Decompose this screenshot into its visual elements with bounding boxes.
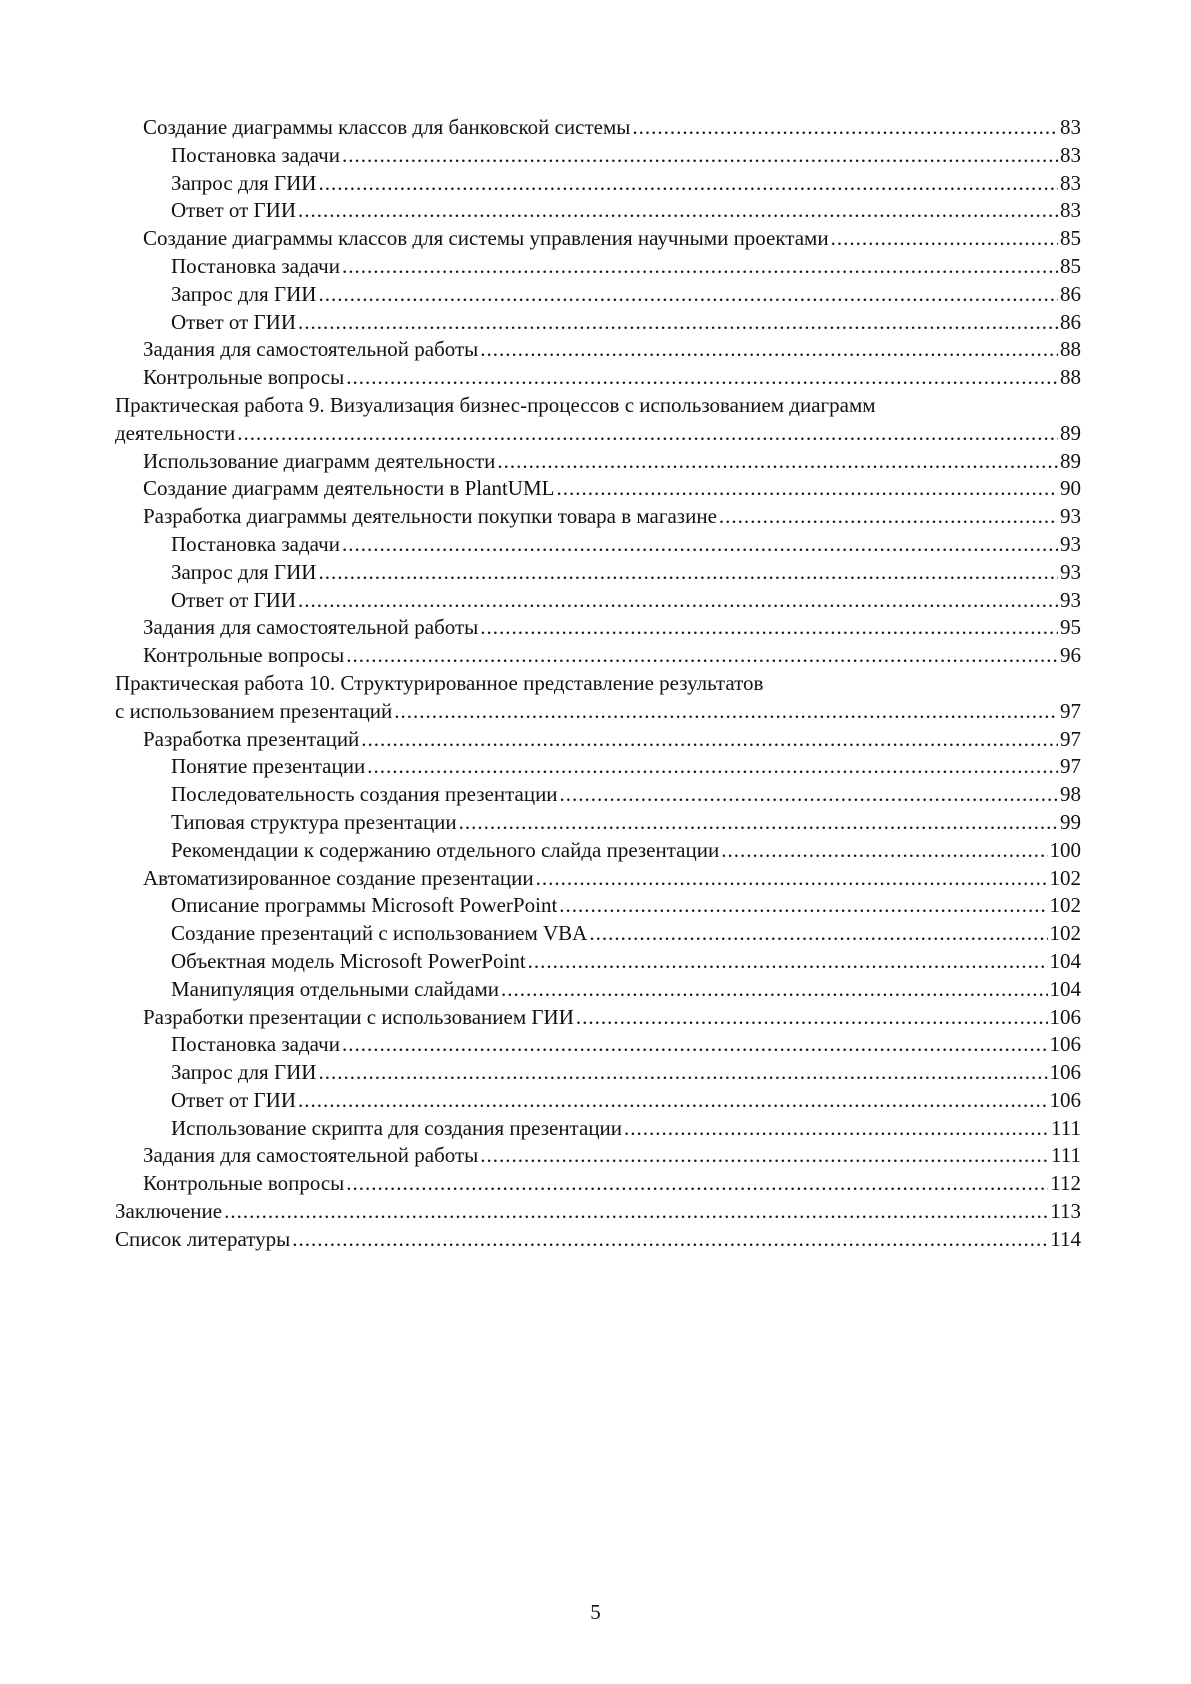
dot-leader	[624, 1115, 1049, 1143]
toc-entry-row	[171, 753, 1081, 781]
toc-entry-row	[171, 1115, 1081, 1143]
toc-entry-title: Автоматизированное создание презентации	[143, 865, 534, 890]
toc-entry-row	[143, 448, 1081, 476]
toc-entry	[115, 920, 1081, 948]
toc-entry	[115, 726, 1081, 754]
toc-entry	[115, 448, 1081, 476]
toc-entry-title: Запрос для ГИИ	[171, 281, 317, 306]
toc-entry	[115, 225, 1081, 253]
toc-entry-title: Контрольные вопросы	[143, 643, 345, 668]
toc-entry-title: Запрос для ГИИ	[171, 170, 317, 195]
toc-entry-row	[171, 1059, 1081, 1087]
dot-leader	[346, 1170, 1048, 1198]
toc-entry	[115, 1059, 1081, 1087]
dot-leader	[318, 1059, 1047, 1087]
toc-entry-row	[171, 837, 1081, 865]
toc-entry-title: Задания для самостоятельной работы	[143, 615, 479, 640]
toc-entry-row	[171, 142, 1081, 170]
dot-leader	[560, 781, 1058, 809]
dot-leader	[556, 475, 1058, 503]
toc-entry	[115, 642, 1081, 670]
toc-entry-row	[115, 1226, 1081, 1254]
toc-entry	[115, 170, 1081, 198]
toc-entry-row	[143, 1170, 1081, 1198]
toc-entry-page: 104	[1049, 948, 1081, 973]
toc-entry-title: Создание презентаций с использованием VBA	[171, 921, 588, 946]
toc-entry	[115, 948, 1081, 976]
dot-leader	[318, 281, 1058, 309]
toc-entry-page: 111	[1051, 1143, 1081, 1168]
toc-entry-title: Создание диаграммы классов для системы управления научными проектами	[143, 226, 829, 251]
toc-entry	[115, 670, 1081, 726]
toc-entry	[115, 392, 1081, 448]
toc-entry-row	[143, 1142, 1081, 1170]
toc-entry-title: Постановка задачи	[171, 142, 340, 167]
toc-entry-title: Описание программы Microsoft PowerPoint	[171, 893, 558, 918]
dot-leader	[342, 253, 1058, 281]
toc-entry-title: с использованием презентаций	[115, 698, 393, 723]
page-number: 5	[590, 1600, 601, 1624]
dot-leader	[528, 948, 1048, 976]
dot-leader	[501, 976, 1047, 1004]
toc-entry-page: 89	[1060, 448, 1081, 473]
toc-entry-title: Запрос для ГИИ	[171, 1060, 317, 1085]
dot-leader	[298, 197, 1058, 225]
toc-entry-row	[171, 281, 1081, 309]
toc-entry-page: 113	[1050, 1199, 1081, 1224]
dot-leader	[342, 142, 1058, 170]
toc-entry-row	[171, 531, 1081, 559]
dot-leader	[346, 364, 1058, 392]
dot-leader	[394, 698, 1058, 726]
toc-entry-page: 102	[1049, 865, 1081, 890]
toc-entry	[115, 114, 1081, 142]
toc-entry-title: Список литературы	[115, 1226, 291, 1251]
toc-entry-page: 88	[1060, 365, 1081, 390]
toc-entry-title: Задания для самостоятельной работы	[143, 337, 479, 362]
toc-entry-page: 93	[1060, 504, 1081, 529]
toc-entry-title: Задания для самостоятельной работы	[143, 1143, 479, 1168]
toc-entry-title: Постановка задачи	[171, 1032, 340, 1057]
toc-entry-title: Ответ от ГИИ	[171, 587, 297, 612]
toc-entry-page: 83	[1060, 115, 1081, 139]
toc-entry-title: Объектная модель Microsoft PowerPoint	[171, 948, 526, 973]
toc-entry	[115, 1198, 1081, 1226]
toc-entry	[115, 253, 1081, 281]
toc-entry	[115, 559, 1081, 587]
dot-leader	[459, 809, 1058, 837]
toc-entry	[115, 531, 1081, 559]
dot-leader	[536, 865, 1048, 893]
toc-entry	[115, 1115, 1081, 1143]
dot-leader	[237, 420, 1058, 448]
toc-entry-row	[143, 364, 1081, 392]
toc-entry-title: Разработка диаграммы деятельности покупки товара в магазине	[143, 504, 717, 529]
dot-leader	[497, 448, 1058, 476]
toc-entry-page: 93	[1060, 531, 1081, 556]
toc-entry	[115, 892, 1081, 920]
toc-entry-page: 83	[1060, 198, 1081, 223]
toc-entry-row	[115, 1198, 1081, 1226]
dot-leader	[721, 837, 1047, 865]
dot-leader	[292, 1226, 1048, 1254]
toc-entry-page: 106	[1049, 1004, 1081, 1029]
dot-leader	[632, 114, 1058, 142]
toc-entry-title: Запрос для ГИИ	[171, 559, 317, 584]
toc-entry-row	[171, 892, 1081, 920]
toc-entry-row	[171, 1087, 1081, 1115]
toc-entry	[115, 197, 1081, 225]
dot-leader	[318, 170, 1058, 198]
toc-entry-row	[143, 475, 1081, 503]
toc-entry	[115, 865, 1081, 893]
dot-leader	[342, 1031, 1048, 1059]
toc-entry-page: 88	[1060, 337, 1081, 362]
toc-entry-row	[171, 948, 1081, 976]
toc-entry-title: Использование диаграмм деятельности	[143, 448, 496, 473]
toc-entry-title: Контрольные вопросы	[143, 365, 345, 390]
toc-entry-row	[115, 698, 1081, 726]
dot-leader	[298, 1087, 1047, 1115]
toc-entry-page: 95	[1060, 615, 1081, 640]
toc-entry-title: Манипуляция отдельными слайдами	[171, 976, 500, 1001]
toc-entry-row	[171, 587, 1081, 615]
toc-entry-row	[171, 976, 1081, 1004]
toc-entry-title: Разработка презентаций	[143, 726, 360, 751]
toc-entry-page: 98	[1060, 782, 1081, 807]
toc-entry	[115, 587, 1081, 615]
dot-leader	[480, 336, 1058, 364]
toc-entry-row	[171, 170, 1081, 198]
dot-leader	[559, 892, 1047, 920]
toc-entry-page: 106	[1049, 1060, 1081, 1085]
toc-entry-page: 112	[1050, 1171, 1081, 1196]
toc-entry-row	[171, 920, 1081, 948]
toc-entry-row	[171, 781, 1081, 809]
toc-entry-page: 86	[1060, 281, 1081, 306]
toc-entry-row	[143, 225, 1081, 253]
toc-entry-page: 83	[1060, 170, 1081, 195]
toc-entry-title: Типовая структура презентации	[171, 809, 457, 834]
toc-entry	[115, 475, 1081, 503]
toc-entry-page: 93	[1060, 587, 1081, 612]
dot-leader	[361, 726, 1058, 754]
toc-entry-row	[171, 309, 1081, 337]
toc-entry-page: 86	[1060, 309, 1081, 334]
toc-entry-title: деятельности	[115, 420, 236, 445]
toc-entry-page: 111	[1051, 1115, 1081, 1140]
toc-entry-row	[143, 1004, 1081, 1032]
toc-entry	[115, 976, 1081, 1004]
toc-entry-row	[171, 197, 1081, 225]
toc-entry-page: 106	[1049, 1032, 1081, 1057]
dot-leader	[367, 753, 1058, 781]
dot-leader	[318, 559, 1058, 587]
toc-entry-row	[143, 865, 1081, 893]
toc-entry-page: 99	[1060, 809, 1081, 834]
dot-leader	[342, 531, 1058, 559]
toc-entry-row	[143, 614, 1081, 642]
toc-entry	[115, 1087, 1081, 1115]
dot-leader	[576, 1004, 1048, 1032]
toc-entry	[115, 281, 1081, 309]
toc-entry-title: Ответ от ГИИ	[171, 309, 297, 334]
toc-entry-row	[143, 726, 1081, 754]
toc-entry-page: 83	[1060, 142, 1081, 167]
toc-entry-row	[171, 253, 1081, 281]
dot-leader	[480, 614, 1058, 642]
toc-entry-title: Ответ от ГИИ	[171, 1087, 297, 1112]
toc-entry-page: 114	[1050, 1226, 1081, 1251]
toc-entry	[115, 614, 1081, 642]
toc-entry-title: Использование скрипта для создания презентации	[171, 1115, 623, 1140]
dot-leader	[224, 1198, 1048, 1226]
toc-entry-page: 97	[1060, 754, 1081, 779]
toc-entry	[115, 837, 1081, 865]
toc-entry	[115, 309, 1081, 337]
toc-entry-title: Заключение	[115, 1199, 223, 1224]
toc-entry-row	[115, 420, 1081, 448]
toc-entry	[115, 1004, 1081, 1032]
toc-entry-page: 97	[1060, 698, 1081, 723]
toc-entry-title-line1: Практическая работа 10. Структурированное представление результатов	[115, 670, 764, 695]
dot-leader	[719, 503, 1058, 531]
toc-entry-row	[171, 809, 1081, 837]
toc-entry-title: Контрольные вопросы	[143, 1171, 345, 1196]
toc-entry-page: 102	[1049, 921, 1081, 946]
toc-entry-page: 96	[1060, 643, 1081, 668]
dot-leader	[298, 587, 1058, 615]
toc-entry	[115, 753, 1081, 781]
dot-leader	[831, 225, 1058, 253]
toc-entry-row	[143, 503, 1081, 531]
toc-entry-page: 104	[1049, 976, 1081, 1001]
toc-entry-title: Постановка задачи	[171, 253, 340, 278]
toc-entry-page: 106	[1049, 1087, 1081, 1112]
dot-leader	[346, 642, 1058, 670]
toc-entry	[115, 781, 1081, 809]
toc-entry-title: Понятие презентации	[171, 754, 366, 779]
dot-leader	[298, 309, 1058, 337]
toc-entry-title: Ответ от ГИИ	[171, 198, 297, 223]
dot-leader	[589, 920, 1047, 948]
toc-entry-title: Рекомендации к содержанию отдельного слайда презентации	[171, 837, 720, 862]
toc-entry-page: 90	[1060, 476, 1081, 501]
toc-entry-page: 100	[1049, 837, 1081, 862]
toc-entry-row	[171, 559, 1081, 587]
toc-entry-row	[143, 114, 1081, 142]
toc-entry-title: Постановка задачи	[171, 531, 340, 556]
toc-entry-title: Создание диаграммы классов для банковской системы	[143, 115, 631, 139]
toc-entry-row	[143, 642, 1081, 670]
toc-entry-row	[143, 336, 1081, 364]
toc-entry	[115, 142, 1081, 170]
dot-leader	[480, 1142, 1049, 1170]
toc-entry	[115, 809, 1081, 837]
toc-entry	[115, 364, 1081, 392]
toc-entry-row	[171, 1031, 1081, 1059]
toc-entry	[115, 1031, 1081, 1059]
toc-entry	[115, 503, 1081, 531]
toc-entry	[115, 1142, 1081, 1170]
toc-entry-page: 89	[1060, 420, 1081, 445]
toc-entry-page: 85	[1060, 226, 1081, 251]
toc-entry-page: 85	[1060, 253, 1081, 278]
toc-entry-title: Разработки презентации с использованием ГИИ	[143, 1004, 574, 1029]
toc-entry-page: 93	[1060, 559, 1081, 584]
toc-entry-title-line1: Практическая работа 9. Визуализация бизнес-процессов с использованием диаграмм	[115, 392, 876, 417]
toc-entry-page: 97	[1060, 726, 1081, 751]
toc-entry	[115, 1170, 1081, 1198]
toc-entry-page: 102	[1049, 893, 1081, 918]
toc-entry	[115, 1226, 1081, 1254]
table-of-contents	[115, 114, 1081, 1254]
toc-entry	[115, 336, 1081, 364]
toc-entry-title: Создание диаграмм деятельности в PlantUML	[143, 476, 555, 501]
toc-entry-title: Последовательность создания презентации	[171, 782, 558, 807]
